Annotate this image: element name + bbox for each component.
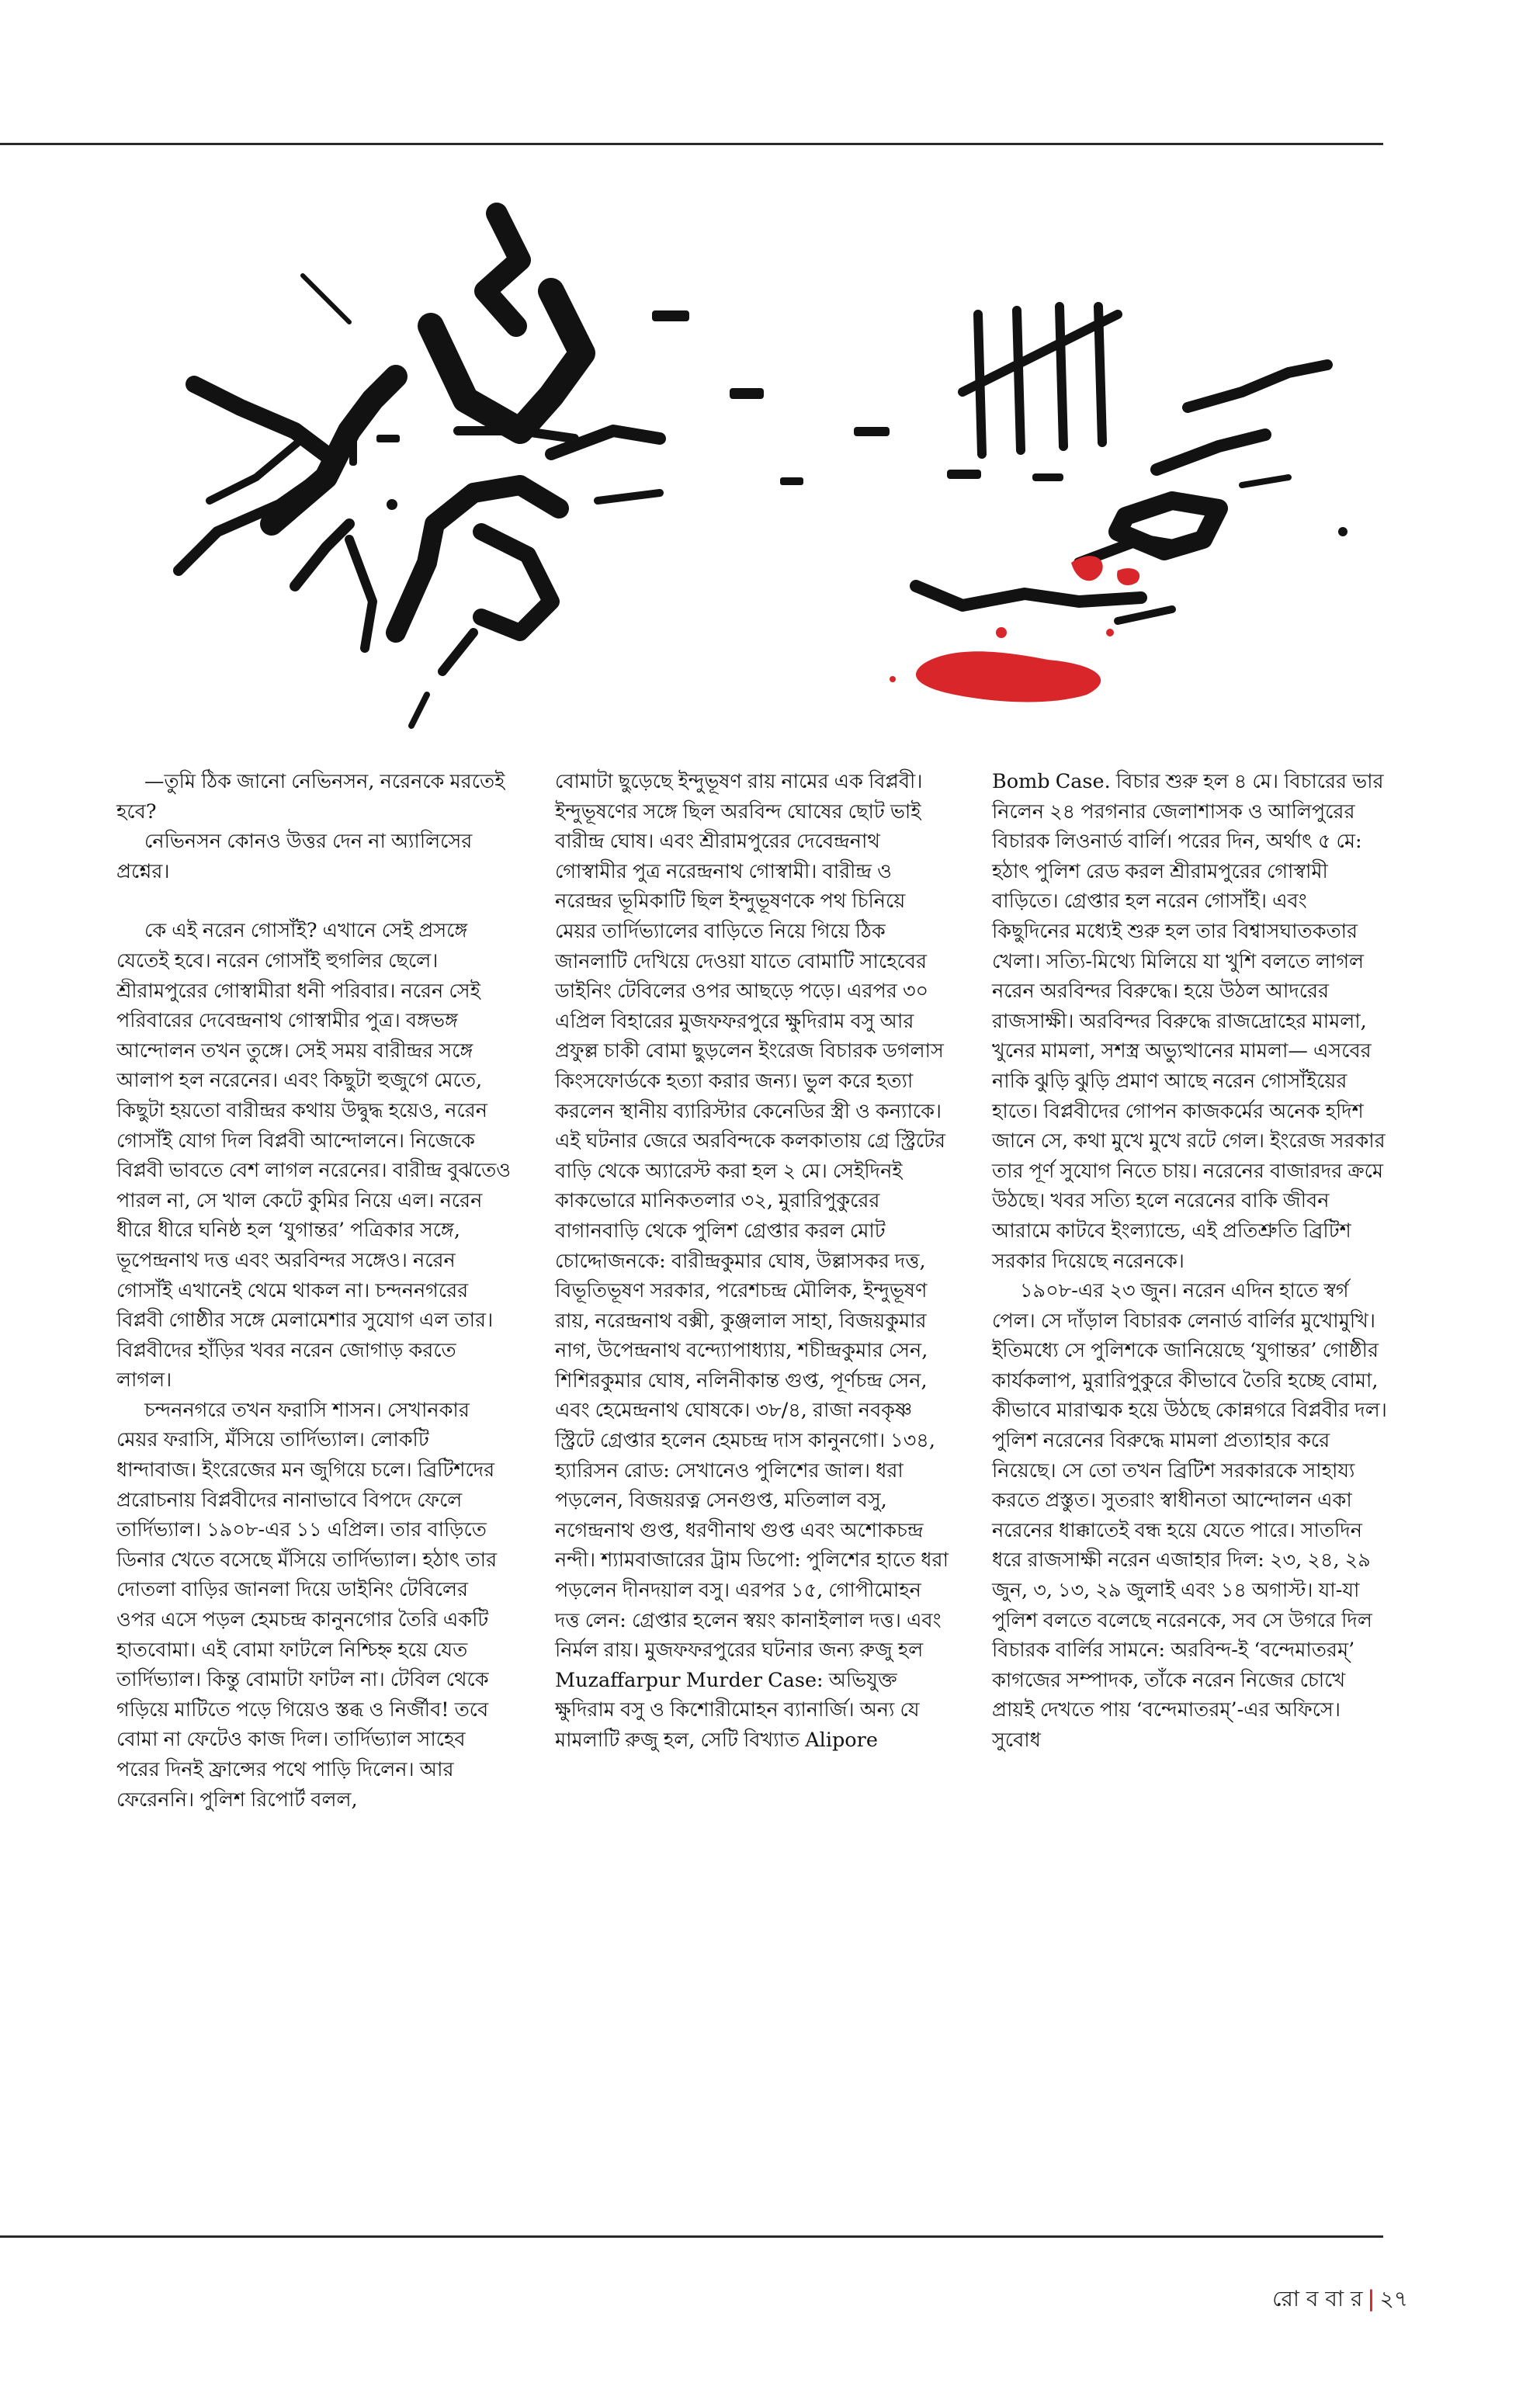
ink-illustration: [116, 198, 1420, 741]
article-paragraph: চন্দননগরে তখন ফরাসি শাসন। সেখানকার মেয়র ফরাসি, মঁসিয়ে তার্দিভ্যাল। লোকটি ধান্দাবাজ। ইংরেজের মন জুগিয়ে চলে। ব্রিটিশদের প্ররোচনায় বিপ্লবীদের নানাভাবে বিপদে ফেলে তার্দিভ্যাল। ১৯০৮-এর ১১ এপ্রিল। তার বাড়িতে ডিনার খেতে বসেছে মঁসিয়ে তার্দিভ্যাল। হঠাৎ তার দোতলা বাড়ির জানলা দিয়ে ডাইনিং টেবিলের ওপর এসে পড়ল হেমচন্দ্র কানুনগোর তৈরি একটি হাতবোমা। এই বোমা ফাটলে নিশ্চিহ্ন হয়ে যেত তার্দিভ্যাল। কিন্তু বোমাটা ফাটল না। টেবিল থেকে গড়িয়ে মাটিতে পড়ে গিয়েও স্তব্ধ ও নির্জীব! তবে বোমা না ফেটেও কাজ দিল। তার্দিভ্যাল সাহেব পরের দিনই ফ্রান্সের পথে পাড়ি দিলেন। আর ফেরেননি। পুলিশ রিপোর্ট বলল,: [116, 1398, 498, 1812]
footer-separator: |: [1367, 2286, 1375, 2311]
article-paragraph: ১৯০৮-এর ২৩ জুন। নরেন এদিন হাতে স্বর্গ পেল। সে দাঁড়াল বিচারক লেনার্ড বার্লির মুখোমুখি। ইতিমধ্যে সে পুলিশকে জানিয়েছে ‘যুগান্তর’ গোষ্ঠীর কার্যকলাপ, মুরারিপুকুরে কীভাবে তৈরি হচ্ছে বোমা, কীভাবে মারাত্মক হয়ে উঠছে কোন্নগরে বিপ্লবীর দল। পুলিশ নরেনের বিরুদ্ধে মামলা প্রত্যাহার করে নিয়েছে। সে তো তখন ব্রিটিশ সরকারকে সাহায্য করতে প্রস্তুত। সুতরাং স্বাধীনতা আন্দোলন একা নরেনের ধাক্কাতেই বন্ধ হয়ে যেতে পারে। সাতদিন ধরে রাজসাক্ষী নরেন এজাহার দিল: ২৩, ২৪, ২৯ জুন, ৩, ১৩, ২৯ জুলাই এবং ১৪ অগাস্ট। যা-যা পুলিশ বলতে বলেছে নরেনকে, সব সে উগরে দিল বিচারক বার্লির সামনে: অরবিন্দ-ই ‘বন্দেমাতরম্’ কাগজের সম্পাদক, তাঁকে নরেন নিজের চোখে প্রায়ই দেখতে পায় ‘বন্দেমাতরম্’-এর অফিসে। সুবোধ: [992, 1279, 1387, 1752]
falling-figure-ink: [179, 213, 660, 726]
blood-splatter: [890, 556, 1139, 702]
prison-bars-ink: [962, 307, 1118, 454]
article-paragraph: বোমাটা ছুড়েছে ইন্দুভূষণ রায় নামের এক বিপ্লবী। ইন্দুভূষণের সঙ্গে ছিল অরবিন্দ ঘোষের ছোট ভাই বারীন্দ্র ঘোষ। এবং শ্রীরামপুরের দেবেন্দ্রনাথ গোস্বামীর পুত্র নরেন্দ্রনাথ গোস্বামী। বারীন্দ্র ও নরেন্দ্রর ভূমিকাটি ছিল ইন্দুভূষণকে পথ চিনিয়ে মেয়র তার্দিভ্যালের বাড়িতে নিয়ে গিয়ে ঠিক জানলাটি দেখিয়ে দেওয়া যাতে বোমাটি সাহেবের ডাইনিং টেবিলের ওপর আছড়ে পড়ে। এরপর ৩০ এপ্রিল বিহারের মুজফফরপুরে ক্ষুদিরাম বসু আর প্রফুল্ল চাকী বোমা ছুড়লেন ইংরেজ বিচারক ডগলাস কিংসফোর্ডকে হত্যা করার জন্য। ভুল করে হত্যা করলেন স্থানীয় ব্যারিস্টার কেনেডির স্ত্রী ও কন্যাকে। এই ঘটনার জেরে অরবিন্দকে কলকাতায় গ্রে স্ট্রিটের বাড়ি থেকে অ্যারেস্ট করা হল ২ মে। সেইদিনই কাকভোরে মানিকতলার ৩২, মুরারিপুকুরের বাগানবাড়ি থেকে পুলিশ গ্রেপ্তার করল মোট চোদ্দোজনকে: বারীন্দ্রকুমার ঘোষ, উল্লাসকর দত্ত, বিভূতিভূষণ সরকার, পরেশচন্দ্র মৌলিক, ইন্দুভূষণ রায়, নরেন্দ্রনাথ বক্সী, কুঞ্জলাল সাহা, বিজয়কুমার নাগ, উপেন্দ্রনাথ বন্দ্যোপাধ্যায়, শচীন্দ্রকুমার সেন, শিশিরকুমার ঘোষ, নলিনীকান্ত গুপ্ত, পূর্ণচন্দ্র সেন, এবং হেমেন্দ্রনাথ ঘোষকে। ৩৮/৪, রাজা নবকৃষ্ণ স্ট্রিটে গ্রেপ্তার হলেন হেমচন্দ্র দাস কানুনগো। ১৩৪, হ্যারিসন রোড: সেখানেও পুলিশের জাল। ধরা পড়লেন, বিজয়রত্ন সেনগুপ্ত, মতিলাল বসু, নগেন্দ্রনাথ গুপ্ত, ধরণীনাথ গুপ্ত এবং অশোকচন্দ্র নন্দী। শ্যামবাজারের ট্রাম ডিপো: পুলিশের হাতে ধরা পড়লেন দীনদয়াল বসু। এরপর ১৫, গোপীমোহন দত্ত লেন: গ্রেপ্তার হলেন স্বয়ং কানাইলাল দত্ত। এবং নির্মল রায়। মুজফফরপুরের ঘটনার জন্য রুজু হল Muzaffarpur Murder Case: অভিযুক্ত ক্ষুদিরাম বসু ও কিশোরীমোহন ব্যানার্জি। অন্য যে মামলাটি রুজু হল, সেটি বিখ্যাত Alipore: [555, 770, 949, 1752]
article-paragraph: নেভিনসন কোনও উত্তর দেন না অ্যালিসের প্রশ্নের।: [116, 830, 473, 883]
article-column-3: [992, 767, 1388, 1756]
article-column-2: [555, 767, 951, 1756]
top-rule: [0, 143, 1383, 145]
page-footer: [1272, 2282, 1408, 2318]
article-paragraph: —তুমি ঠিক জানো নেভিনসন, নরেনকে মরতেই হবে?: [116, 770, 505, 824]
article-paragraph: Bomb Case. বিচার শুরু হল ৪ মে। বিচারের ভার নিলেন ২৪ পরগনার জেলাশাসক ও আলিপুরের বিচারক লিওনার্ড বার্লি। পরের দিন, অর্থাৎ ৫ মে: হঠাৎ পুলিশ রেড করল শ্রীরামপুরের গোস্বামী বাড়িতে। গ্রেপ্তার হল নরেন গোসাঁই। এবং কিছুদিনের মধ্যেই শুরু হল তার বিশ্বাসঘাতকতার খেলা। সত্যি-মিথ্যে মিলিয়ে যা খুশি বলতে লাগল নরেন অরবিন্দর বিরুদ্ধে। হয়ে উঠল আদরের রাজসাক্ষী। অরবিন্দর বিরুদ্ধে রাজদ্রোহের মামলা, খুনের মামলা, সশস্ত্র অভ্যুত্থানের মামলা— এসবের নাকি ঝুড়ি ঝুড়ি প্রমাণ আছে নরেন গোসাঁইয়ের হাতে। বিপ্লবীদের গোপন কাজকর্মের অনেক হদিশ জানে সে, কথা মুখে মুখে রটে গেল। ইংরেজ সরকার তার পূর্ণ সুযোগ নিতে চায়। নরেনের বাজারদর ক্রমে উঠছে। খবর সত্যি হলে নরেনের বাকি জীবন আরামে কাটবে ইংল্যান্ডে, এই প্রতিশ্রুতি ব্রিটিশ সরকার দিয়েছে নরেনকে।: [992, 770, 1386, 1273]
bottom-rule: [0, 2235, 1383, 2238]
article-column-1: [116, 767, 512, 1815]
article-paragraph: কে এই নরেন গোসাঁই? এখানে সেই প্রসঙ্গে যেতেই হবে। নরেন গোসাঁই হুগলির ছেলে। শ্রীরামপুরের গোস্বামীরা ধনী পরিবার। নরেন সেই পরিবারের দেবেন্দ্রনাথ গোস্বামীর পুত্র। বঙ্গভঙ্গ আন্দোলন তখন তুঙ্গে। সেই সময় বারীন্দ্রর সঙ্গে আলাপ হল নরেনের। এবং কিছুটা হুজুগে মেতে, কিছুটা হয়তো বারীন্দ্রর কথায় উদ্বুদ্ধ হয়েও, নরেন গোসাঁই যোগ দিল বিপ্লবী আন্দোলনে। নিজেকে বিপ্লবী ভাবতে বেশ লাগল নরেনের। বারীন্দ্র বুঝতেও পারল না, সে খাল কেটে কুমির নিয়ে এল। নরেন ধীরে ধীরে ঘনিষ্ঠ হল ‘যুগান্তর’ পত্রিকার সঙ্গে, ভূপেন্দ্রনাথ দত্ত এবং অরবিন্দর সঙ্গেও। নরেন গোসাঁই এখানেই থেমে থাকল না। চন্দননগরের বিপ্লবী গোষ্ঠীর সঙ্গে মেলামেশার সুযোগ এল তার। বিপ্লবীদের হাঁড়ির খবর নরেন জোগাড় করতে লাগল।: [116, 919, 512, 1392]
magazine-name: রো ব বা র: [1272, 2286, 1363, 2311]
page-number: ২৭: [1379, 2286, 1408, 2311]
